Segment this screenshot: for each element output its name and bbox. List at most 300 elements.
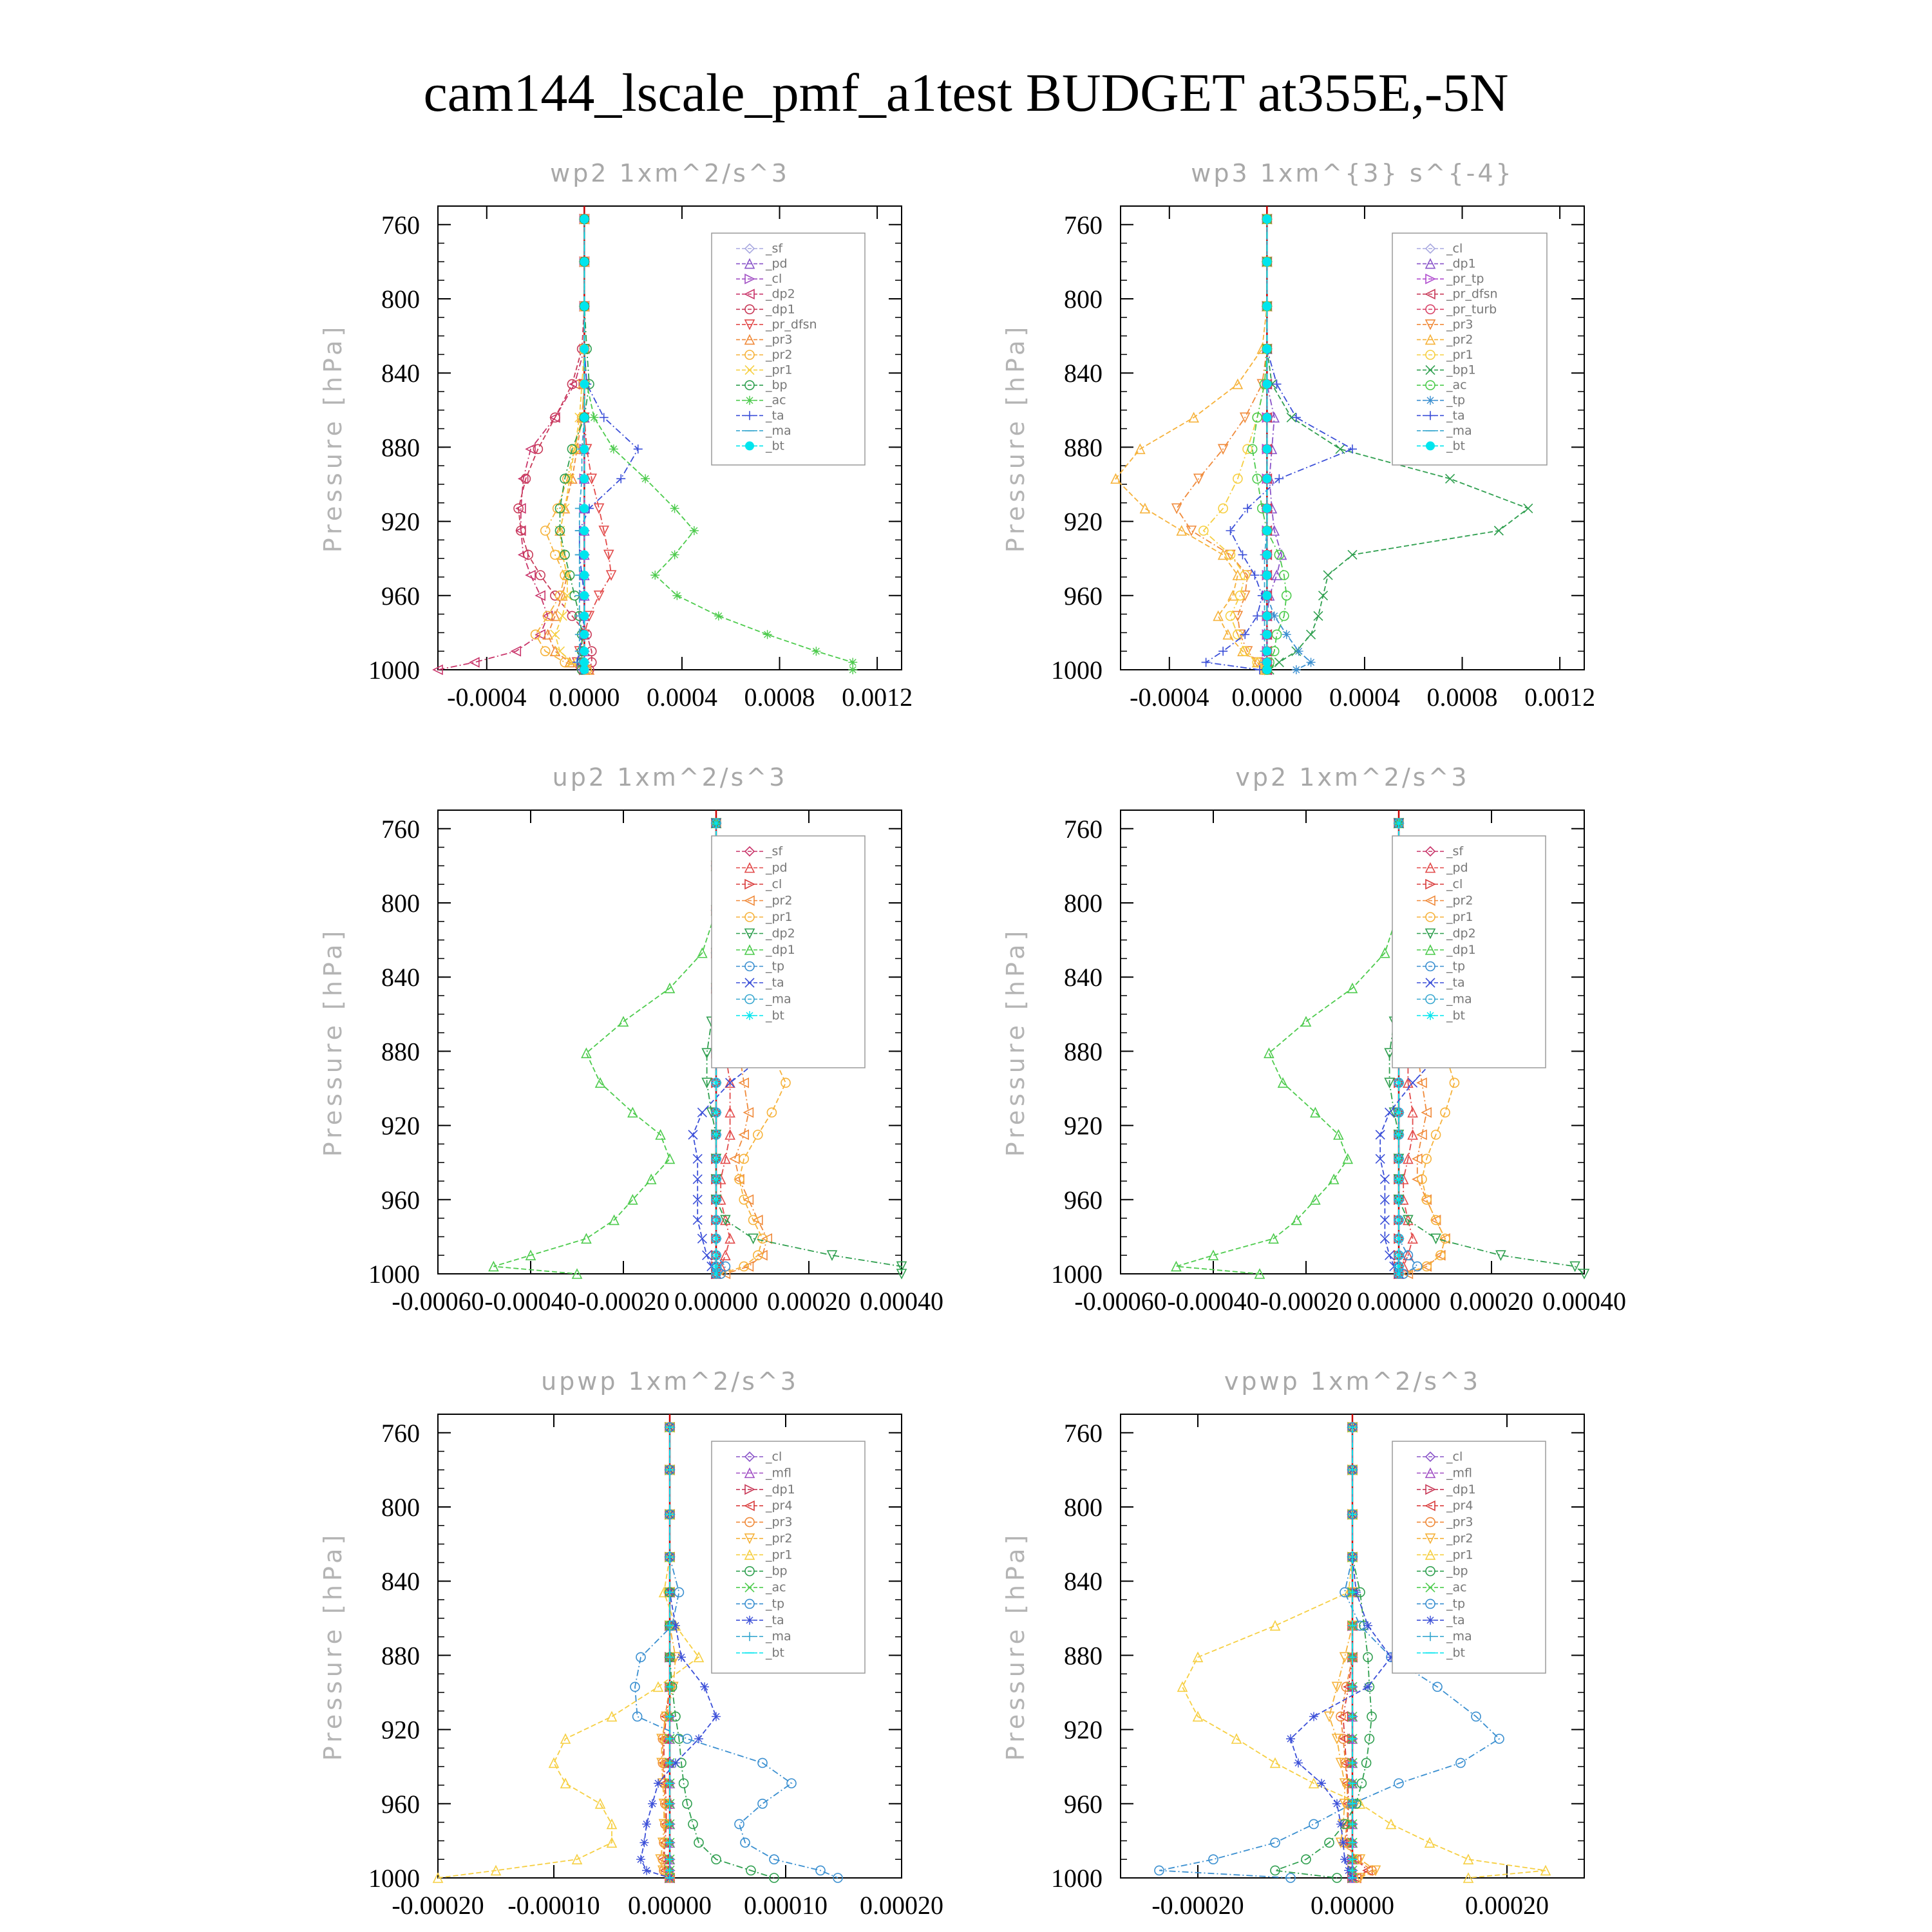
panel-title: wp2 1xm^2/s^3 [550,159,790,187]
y-tick-label: 880 [1064,433,1103,462]
y-tick-label: 760 [381,814,420,844]
data-point-ac [590,413,599,422]
legend-label: _tp [1446,393,1466,408]
data-point-bt [580,591,589,600]
data-point-ta [688,1130,697,1139]
data-point-ta [1408,1078,1417,1087]
y-tick-label: 920 [1064,1715,1103,1745]
legend-label: _mfl [1446,1466,1472,1481]
panel-4 [1001,763,1626,1316]
x-tick-label: 0.00020 [860,1891,943,1920]
data-point-pr1 [1422,1195,1431,1204]
data-point-ac [811,647,820,656]
data-point-bt [580,665,589,674]
series-line-tp [1267,219,1311,670]
legend-label: _cl [766,1450,782,1464]
data-point-bt [580,504,589,513]
data-point-ta [1376,1130,1385,1139]
data-point-ta [1385,1251,1394,1260]
data-point-bt [1394,1195,1403,1204]
y-tick-label: 800 [381,285,420,314]
legend-label: _bt [766,439,785,453]
y-tick-label: 880 [1064,1037,1103,1066]
legend-label: _dp1 [766,302,795,317]
legend-marker [1426,1616,1435,1625]
data-point-bt [1262,611,1271,620]
data-point-tp [1294,647,1303,656]
legend-label: _bp1 [1446,363,1476,377]
y-tick-label: 1000 [368,656,420,685]
legend-label: _pr2 [766,348,793,362]
data-point-ta [703,1251,712,1260]
data-point-bt [580,611,589,620]
legend-label: _ta [766,1613,784,1627]
data-point-ac [641,474,650,483]
legend-label: _bp [766,378,788,393]
data-point-ac [672,591,681,600]
x-tick-label: 0.00000 [1357,1287,1441,1316]
data-point-bt [1394,1130,1403,1139]
y-tick-label: 960 [1064,581,1103,611]
data-point-ta [1202,658,1211,667]
y-tick-label: 880 [381,1037,420,1066]
data-point-ac [609,444,618,453]
legend-label: _cl [1446,1450,1463,1464]
data-point-tp [1292,665,1301,674]
legend-label: _tp [1446,1596,1466,1611]
data-point-bt [580,526,589,535]
legend-label: _tp [766,959,785,974]
data-point-ac [848,665,857,674]
legend [1392,233,1547,465]
y-tick-label: 920 [381,1715,420,1745]
y-tick-label: 960 [381,1185,420,1215]
panel-title: vpwp 1xm^2/s^3 [1224,1367,1481,1396]
panel-5 [319,1367,943,1920]
legend-marker [1426,441,1435,450]
series-line-pr1 [1204,219,1267,670]
data-point-bp1 [1319,591,1328,600]
legend-label: _bt [1446,1645,1466,1660]
data-point-pr1 [1271,1758,1280,1767]
legend-label: _ma [1446,423,1472,438]
figure-title: cam144_lscale_pmf_a1test BUDGET at355E,-5N [423,63,1509,123]
data-point-bt [712,819,721,828]
x-tick-label: -0.00010 [507,1891,600,1920]
y-tick-label: 800 [381,1493,420,1522]
x-tick-label: -0.00040 [1167,1287,1260,1316]
y-tick-label: 880 [381,433,420,462]
x-tick-label: 0.00020 [1465,1891,1549,1920]
y-tick-label: 800 [1064,889,1103,918]
data-point-ta [639,1838,649,1847]
data-point-bt [580,345,589,354]
legend-label: _ta [1446,408,1465,423]
y-tick-label: 760 [1064,210,1103,240]
y-axis-label: Pressure [hPa] [1001,927,1030,1157]
legend-label: _ma [766,1629,791,1644]
data-point-bt [1394,1175,1403,1184]
data-point-bp1 [1446,474,1455,483]
x-tick-label: -0.00060 [392,1287,484,1316]
legend-label: _dp1 [766,943,795,957]
x-tick-label: 0.00020 [1450,1287,1533,1316]
data-point-bt [1262,379,1271,388]
y-axis-label: Pressure [hPa] [1001,1531,1030,1761]
data-point-bp1 [1314,611,1323,620]
data-point-bt [1262,413,1271,422]
data-point-bt [712,1251,721,1260]
data-point-bt [580,474,589,483]
legend-marker [1426,396,1435,405]
data-point-ta [1317,1779,1326,1788]
data-point-pr2 [730,1154,739,1163]
legend-label: _cl [1446,877,1463,891]
panel-title: vp2 1xm^2/s^3 [1235,763,1470,791]
x-tick-label: -0.00040 [484,1287,577,1316]
data-point-bp [688,1819,697,1828]
legend-label: _pr4 [766,1499,793,1513]
data-point-ta [636,1855,645,1864]
y-tick-label: 960 [1064,1185,1103,1215]
data-point-pr1 [561,1779,570,1788]
data-point-bt [580,444,589,453]
data-point-dp2 [470,658,479,667]
x-tick-label: 0.0004 [646,683,717,712]
data-point-pr1 [1387,1819,1396,1828]
legend-label: _pd [1446,860,1468,875]
data-point-ta [642,1819,651,1828]
data-point-bt [1262,571,1271,580]
data-point-bt [1394,1215,1403,1224]
x-tick-label: 0.00040 [860,1287,943,1316]
data-point-bt [1262,591,1271,600]
y-tick-label: 840 [1064,1567,1103,1596]
data-point-ta [634,444,643,453]
data-point-bt [580,647,589,656]
legend-label: _ta [766,976,784,990]
data-point-ac [714,611,723,620]
y-tick-label: 840 [381,1567,420,1596]
data-point-bt [580,571,589,580]
data-point-bt [1262,647,1271,656]
x-tick-label: 0.00000 [628,1891,712,1920]
legend-label: _pr1 [766,910,793,924]
data-point-ta [642,1866,651,1875]
panel-1 [319,159,913,712]
data-point-bt [580,413,589,422]
data-point-bt [1394,1269,1403,1278]
panel-title: upwp 1xm^2/s^3 [541,1367,799,1396]
data-point-pd [721,1251,730,1260]
series-line-dp2 [438,219,584,670]
x-tick-label: 0.00000 [1311,1891,1394,1920]
y-tick-label: 880 [1064,1641,1103,1671]
x-tick-label: -0.0004 [447,683,527,712]
data-point-pr1 [549,1758,558,1767]
legend [712,233,865,465]
y-tick-label: 920 [1064,507,1103,536]
data-point-bt [712,1108,721,1117]
data-point-bt [1394,1154,1403,1163]
data-point-ta [1339,1838,1348,1847]
legend-label: _ac [1446,378,1467,393]
legend-label: _ac [766,1580,786,1595]
data-point-tp [758,1799,767,1808]
legend-label: _pr1 [1446,1548,1473,1562]
data-point-ta [694,1734,703,1743]
x-tick-label: 0.00040 [1542,1287,1626,1316]
data-point-bt [712,1130,721,1139]
data-point-bt [1394,1234,1403,1243]
data-point-ta [1292,413,1301,422]
legend-label: _pr3 [766,1515,793,1530]
data-point-bt [1394,1078,1403,1087]
data-point-bt [712,1078,721,1087]
data-point-ta [712,1712,721,1721]
data-point-bt [1262,665,1271,674]
data-point-bt [1262,550,1271,559]
panel-title: wp3 1xm^{3} s^{-4} [1191,159,1514,187]
data-point-ta [1273,379,1282,388]
legend-label: _sf [1446,844,1464,858]
panel-title: up2 1xm^2/s^3 [552,763,788,791]
data-point-bt [1262,630,1271,639]
legend-label: _cl [766,877,782,891]
series-line-dp1 [1176,823,1399,1274]
data-point-ta [1218,647,1227,656]
legend-label: _cl [766,272,782,287]
legend-label: _cl [1446,242,1463,256]
legend-label: _pr2 [766,893,793,908]
data-point-tp [674,1587,683,1596]
data-point-pr1 [1450,1078,1459,1087]
data-point-ta [700,1682,709,1691]
legend-label: _ma [1446,1629,1472,1644]
legend-label: _ta [1446,1613,1465,1627]
y-axis-label: Pressure [hPa] [319,323,347,553]
data-point-ta [1385,1108,1394,1117]
legend-label: _pr_turb [1446,302,1497,317]
data-point-tp [1209,1855,1218,1864]
x-tick-label: -0.0004 [1130,683,1209,712]
data-point-bt [712,1195,721,1204]
data-point-pr_dfsn [594,504,603,513]
data-point-bt [1394,1251,1403,1260]
data-point-bt [580,257,589,266]
legend-label: _dp2 [766,287,795,301]
y-tick-label: 1000 [368,1864,420,1893]
legend-label: _pr_tp [1446,272,1484,287]
data-point-ac [670,504,679,513]
data-point-bt [1394,819,1403,828]
data-point-bt [580,302,589,311]
legend-label: _sf [766,242,783,256]
legend-label: _pr4 [1446,1499,1473,1513]
panel-6 [1001,1367,1584,1920]
legend-label: _pr2 [1446,893,1473,908]
data-point-pr2 [541,526,550,535]
x-tick-label: 0.0000 [1231,683,1303,712]
x-tick-label: -0.00020 [1260,1287,1352,1316]
data-point-pr1 [1178,1682,1187,1691]
x-tick-label: 0.0012 [1524,683,1596,712]
y-tick-label: 1000 [1051,656,1103,685]
data-point-bt [1394,1108,1403,1117]
legend-label: _pr1 [766,1548,793,1562]
legend-label: _pr1 [1446,910,1473,924]
x-tick-label: 0.0008 [1426,683,1498,712]
x-tick-label: 0.0008 [744,683,815,712]
y-tick-label: 840 [381,963,420,992]
legend [1392,836,1546,1068]
legend-label: _bt [1446,439,1466,453]
y-tick-label: 960 [381,581,420,611]
legend-marker [1426,1011,1435,1020]
data-point-ta [654,1779,663,1788]
data-point-ta [677,1653,686,1662]
legend-label: _pr2 [766,1531,793,1546]
data-point-bp1 [1307,630,1316,639]
legend-label: _pd [766,860,788,875]
data-point-ac [763,630,772,639]
legend-label: _pr1 [766,363,793,377]
data-point-bt [1262,526,1271,535]
x-tick-label: 0.00020 [767,1287,851,1316]
y-tick-label: 800 [1064,1493,1103,1522]
data-point-ta [1309,1712,1318,1721]
data-point-dp1 [582,1234,591,1243]
data-point-ta [1226,526,1235,535]
y-axis-label: Pressure [hPa] [1001,323,1030,553]
data-point-ac [690,526,699,535]
legend-label: _dp1 [766,1482,795,1497]
data-point-bp1 [1336,444,1345,453]
y-axis-label: Pressure [hPa] [319,927,347,1157]
x-tick-label: 0.00010 [744,1891,828,1920]
legend-label: _ta [1446,976,1465,990]
legend [1392,1441,1546,1673]
y-tick-label: 960 [381,1789,420,1819]
series-line-pr1 [438,1427,699,1878]
y-axis-label: Pressure [hPa] [319,1531,347,1761]
legend-label: _bt [766,1009,785,1023]
y-tick-label: 960 [1064,1789,1103,1819]
y-tick-label: 920 [381,507,420,536]
y-tick-label: 760 [381,210,420,240]
data-point-ta [1363,1682,1372,1691]
data-point-pr2 [1325,1712,1334,1721]
data-point-bt [1262,257,1271,266]
x-tick-label: -0.00060 [1074,1287,1167,1316]
x-tick-label: -0.00020 [577,1287,670,1316]
data-point-ta [693,1154,702,1163]
data-point-ta [1294,1758,1303,1767]
y-tick-label: 760 [381,1418,420,1448]
legend-label: _pr1 [1446,348,1473,362]
legend-label: _pr_dfsn [766,317,817,332]
data-point-pr_dfsn [607,571,616,580]
data-point-dp2 [526,571,535,580]
data-point-ac [650,571,659,580]
legend-label: _mfl [766,1466,791,1481]
data-point-bt [712,1175,721,1184]
legend-label: _bt [766,1645,785,1660]
legend-label: _sf [766,844,783,858]
data-point-dp2 [570,379,579,388]
legend-label: _ma [766,992,791,1007]
data-point-pr1 [607,1712,616,1721]
data-point-pr1 [1271,1621,1280,1630]
data-point-ta [648,1799,657,1808]
legend-label: _dp1 [1446,256,1476,271]
data-point-dp1 [1209,1251,1218,1260]
data-point-pr1 [558,611,567,620]
data-point-ta [697,1234,706,1243]
data-point-bt [1262,504,1271,513]
legend-label: _bp [1446,1564,1468,1578]
legend-label: _ta [766,408,784,423]
legend-label: _dp1 [1446,1482,1476,1497]
data-point-bp1 [1524,504,1533,513]
x-tick-label: 0.0004 [1329,683,1400,712]
data-point-tp [1271,1838,1280,1847]
data-point-ta [1348,444,1357,453]
y-tick-label: 760 [1064,1418,1103,1448]
legend-label: _pd [766,256,788,271]
data-point-pr3 [1172,504,1181,513]
data-point-bt [712,1269,721,1278]
data-point-dp2 [749,1234,758,1243]
legend-label: _pr3 [766,332,793,347]
legend-label: _pr2 [1446,332,1473,347]
x-tick-label: -0.00020 [392,1891,484,1920]
data-point-ta [1238,550,1247,559]
data-point-tp [1307,658,1316,667]
y-tick-label: 800 [1064,285,1103,314]
legend-label: _pr_dfsn [1446,287,1498,301]
legend-label: _dp1 [1446,943,1476,957]
data-point-bt [580,214,589,223]
data-point-ac [670,550,679,559]
data-point-ta [697,1108,706,1117]
legend-marker [745,1011,754,1020]
data-point-ta [1340,1855,1349,1864]
legend [712,1441,865,1673]
data-point-bt [1262,302,1271,311]
x-tick-label: -0.00020 [1151,1891,1244,1920]
data-point-bt [1262,345,1271,354]
legend-marker [745,1616,754,1625]
series-line-pr2 [1115,219,1267,670]
data-point-bt [1262,214,1271,223]
legend-label: _tp [766,1596,785,1611]
data-point-pr2 [739,1130,748,1139]
data-point-tp [1282,630,1291,639]
legend-label: _ma [766,423,791,438]
data-point-ta [1332,1799,1341,1808]
legend-label: _dp2 [1446,926,1476,941]
panel-2 [1001,159,1595,712]
data-point-tp [1309,1819,1318,1828]
y-tick-label: 1000 [1051,1864,1103,1893]
x-tick-label: 0.0012 [842,683,913,712]
data-point-bt [1262,474,1271,483]
panels [319,159,1626,1920]
y-tick-label: 760 [1064,814,1103,844]
y-tick-label: 840 [381,359,420,388]
legend-label: _tp [1446,959,1466,974]
